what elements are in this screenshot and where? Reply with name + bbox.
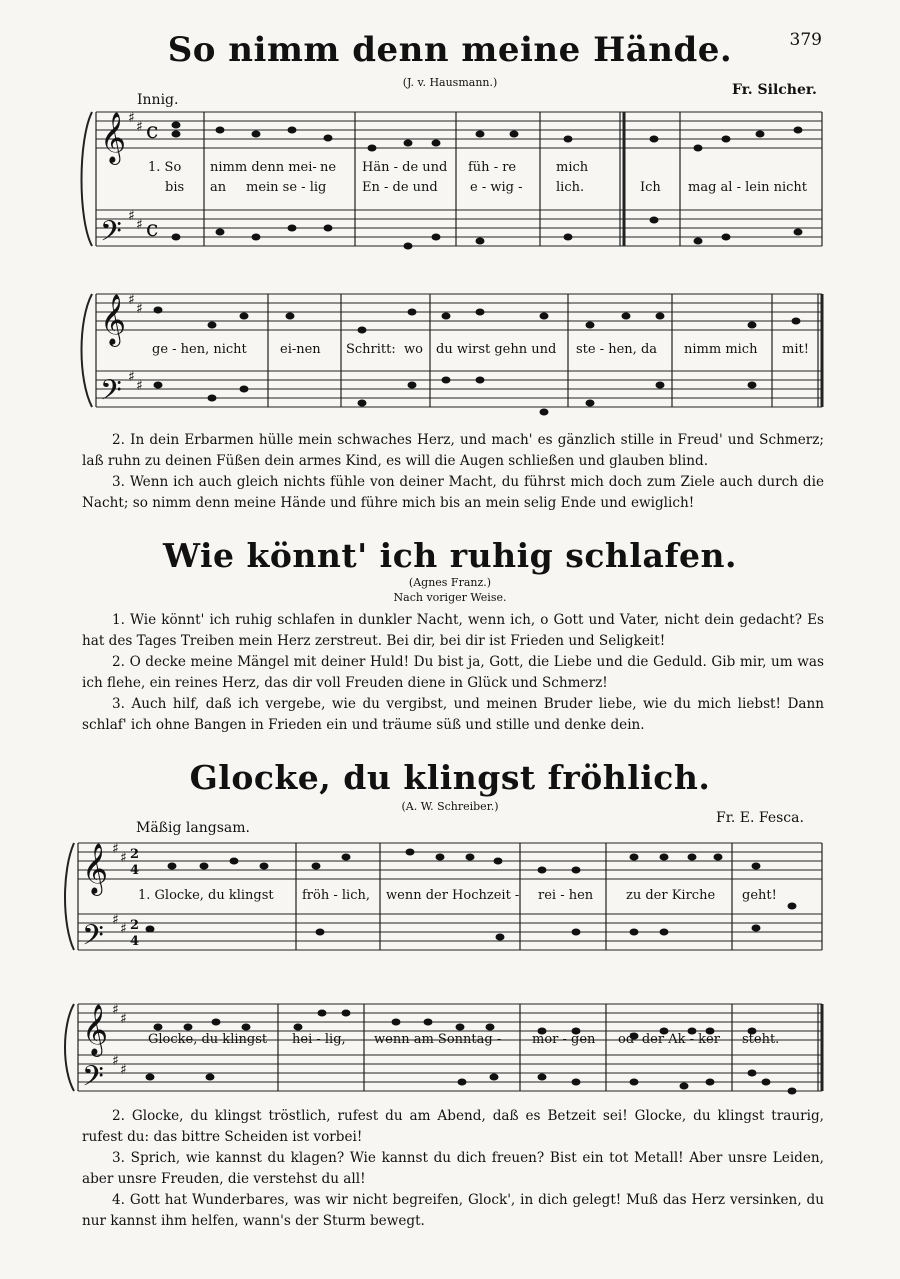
svg-text:𝄢: 𝄢 xyxy=(82,1060,104,1100)
song1-lyricist: (J. v. Hausmann.) xyxy=(402,76,498,89)
song3-title: Glocke, du klingst fröhlich. xyxy=(189,758,711,797)
svg-text:♯: ♯ xyxy=(120,1062,127,1078)
song3-lyric-3: wenn der Hochzeit - xyxy=(386,888,520,903)
song1-tempo: Innig. xyxy=(137,92,179,108)
svg-text:4: 4 xyxy=(130,934,140,949)
song3-stanza-2: 2. Glocke, du klingst tröstlich, rufest du am Abend, daß es Betzeit sei! Glocke, du klingst traurig, rufest du: das bittre Scheiden ist vorbei! xyxy=(82,1108,824,1145)
song3-sys1-bass xyxy=(78,914,822,950)
song3-lyric-1: 1. Glocke, du klingst xyxy=(138,888,274,903)
svg-text:c: c xyxy=(146,119,159,144)
svg-text:♯: ♯ xyxy=(136,119,143,135)
song1-sys1-treble xyxy=(96,112,822,148)
svg-text:♯: ♯ xyxy=(128,208,135,224)
song2-stanza-1: 1. Wie könnt' ich ruhig schlafen in dunkler Nacht, wenn ich, o Gott und Vater, nicht dein gedacht? Es hat des Tages Treiben mein Herz zerstreut. Bei dir, bei dir ist Frieden und Seligkeit! xyxy=(82,612,824,649)
song1-lyric2-6: lich. xyxy=(556,180,585,195)
song3-composer: Fr. E. Fesca. xyxy=(716,810,804,826)
song3-sys2-lyric-6: steht. xyxy=(742,1032,780,1047)
svg-text:♯: ♯ xyxy=(112,1053,119,1069)
svg-text:♯: ♯ xyxy=(112,841,119,857)
song3-stanza-3: 3. Sprich, wie kannst du klagen? Wie kannst du dich freuen? Bist ein tot Metall! Aber unsre Leiden, aber unsre Freuden, die verstehst du all! xyxy=(82,1150,824,1187)
svg-text:♯: ♯ xyxy=(128,369,135,385)
svg-text:♯: ♯ xyxy=(136,378,143,394)
svg-text:♯: ♯ xyxy=(112,1002,119,1018)
song1-sys2-lyric-6: ste - hen, da xyxy=(576,342,658,357)
svg-text:♯: ♯ xyxy=(120,1011,127,1027)
treble-clef-icon: 𝄞 xyxy=(100,112,127,163)
svg-text:2: 2 xyxy=(130,847,140,862)
song1-stanza-2: 2. In dein Erbarmen hülle mein schwaches Herz, und mach' es gänzlich stille in Freud' und Schmerz; laß ruhn zu deinen Füßen dein armes Kind, es will die Augen schließen und glauben blind. xyxy=(82,432,824,469)
song1-lyric-6: mich xyxy=(556,160,589,175)
song1-stanzas xyxy=(82,430,824,514)
svg-text:c: c xyxy=(146,217,159,242)
svg-text:𝄞: 𝄞 xyxy=(82,843,109,894)
song3-lyric-5: zu der Kirche xyxy=(626,888,716,903)
song1-lyric-2: nimm denn mei- xyxy=(210,160,317,175)
song3-stanza-4: 4. Gott hat Wunderbares, was wir nicht begreifen, Glock', in dich gelegt! Muß das Herz versinken, du nur kannst ihm helfen, wann's der Sturm bewegt. xyxy=(82,1192,824,1229)
song1-sys2-lyric-5: du wirst gehn und xyxy=(436,342,557,357)
song2-note: Nach voriger Weise. xyxy=(393,591,507,604)
song3-stanzas xyxy=(82,1106,824,1232)
song3-sys2-lyric-2: hei - lig, xyxy=(292,1032,346,1047)
song1-composer: Fr. Silcher. xyxy=(732,82,817,98)
song3-sys2-lyric-1: Glocke, du klingst xyxy=(148,1032,268,1047)
song3-sys2-lyric-5: od' der Ak - ker xyxy=(618,1032,720,1047)
song1-sys2-lyric-7: nimm mich xyxy=(684,342,758,357)
svg-text:4: 4 xyxy=(130,863,140,878)
song1-lyric2-8: mag al - lein nicht xyxy=(688,180,808,195)
svg-text:2: 2 xyxy=(130,918,140,933)
song2-stanza-2: 2. O decke meine Mängel mit deiner Huld! Du bist ja, Gott, die Liebe und die Geduld. Gib mir, um was ich flehe, ein reines Herz, das dir voll Freuden diene in Glück und Schmerz! xyxy=(82,654,824,691)
song1-lyric-3: ne xyxy=(320,160,337,175)
song3-lyric-2: fröh - lich, xyxy=(302,888,370,903)
song1-lyric2-3: mein se - lig xyxy=(246,180,327,195)
song1-lyric2-2: an xyxy=(210,180,227,195)
song3-lyric-6: geht! xyxy=(742,888,777,903)
song2-stanzas xyxy=(82,610,824,736)
song1-sys2-bass xyxy=(96,371,822,407)
song1-stanza-3: 3. Wenn ich auch gleich nichts fühle von deiner Macht, du führst mich doch zum Ziele auch durch die Nacht; so nimm denn meine Hände und führe mich bis an mein selig Ende und ewiglich! xyxy=(82,474,824,511)
svg-text:♯: ♯ xyxy=(128,110,135,126)
song1-sys2-lyric-3: Schritt: xyxy=(346,342,396,357)
svg-text:♯: ♯ xyxy=(136,301,143,317)
song1-title: So nimm denn meine Hände. xyxy=(167,30,733,70)
bass-clef-icon: 𝄢 xyxy=(100,215,122,255)
svg-text:♯: ♯ xyxy=(128,292,135,308)
song3-sys2-lyric-3: wenn am Sonntag - xyxy=(374,1032,502,1047)
song2-title: Wie könnt' ich ruhig schlafen. xyxy=(162,536,738,575)
song1-lyric2-1: bis xyxy=(165,180,185,195)
svg-text:𝄢: 𝄢 xyxy=(82,919,104,959)
song1-sys2-lyric-1: ge - hen, nicht xyxy=(152,342,247,357)
song1-lyric2-4: En - de und xyxy=(362,180,438,195)
svg-text:♯: ♯ xyxy=(120,850,127,866)
song3-lyricist: (A. W. Schreiber.) xyxy=(401,800,499,813)
song3-sys2-lyric-4: mor - gen xyxy=(532,1032,596,1047)
song1-lyric-1: 1. So xyxy=(148,160,182,175)
page-number: 379 xyxy=(789,30,822,50)
svg-text:♯: ♯ xyxy=(136,217,143,233)
song1-sys1-bass xyxy=(96,210,822,246)
song3-sys2-bass xyxy=(78,1055,822,1091)
song1-lyric2-5: e - wig - xyxy=(470,180,523,195)
svg-text:𝄞: 𝄞 xyxy=(100,294,127,345)
song2-stanza-3: 3. Auch hilf, daß ich vergebe, wie du vergibst, und meinen Bruder liebe, wie du mich liebst! Dann schlaf' ich ohne Bangen in Frieden ein und träume süß und stille und denke dein. xyxy=(82,696,824,733)
song1-sys2-lyric-4: wo xyxy=(404,342,423,357)
svg-text:𝄞: 𝄞 xyxy=(82,1004,109,1055)
song1-sys2-treble xyxy=(96,294,822,330)
song1-lyric-5: füh - re xyxy=(468,160,517,175)
song3-tempo: Mäßig langsam. xyxy=(136,820,250,836)
svg-text:♯: ♯ xyxy=(112,912,119,928)
song2-lyricist: (Agnes Franz.) xyxy=(408,576,492,589)
song3-lyric-4: rei - hen xyxy=(538,888,594,903)
svg-text:♯: ♯ xyxy=(120,921,127,937)
song1-sys2-lyric-2: ei-nen xyxy=(280,342,321,357)
song1-lyric2-7: Ich xyxy=(640,180,661,195)
svg-text:𝄢: 𝄢 xyxy=(100,374,122,414)
song1-sys2-lyric-8: mit! xyxy=(782,342,809,357)
song3-sys1-treble xyxy=(78,843,822,879)
song1-lyric-4: Hän - de und xyxy=(362,160,448,175)
